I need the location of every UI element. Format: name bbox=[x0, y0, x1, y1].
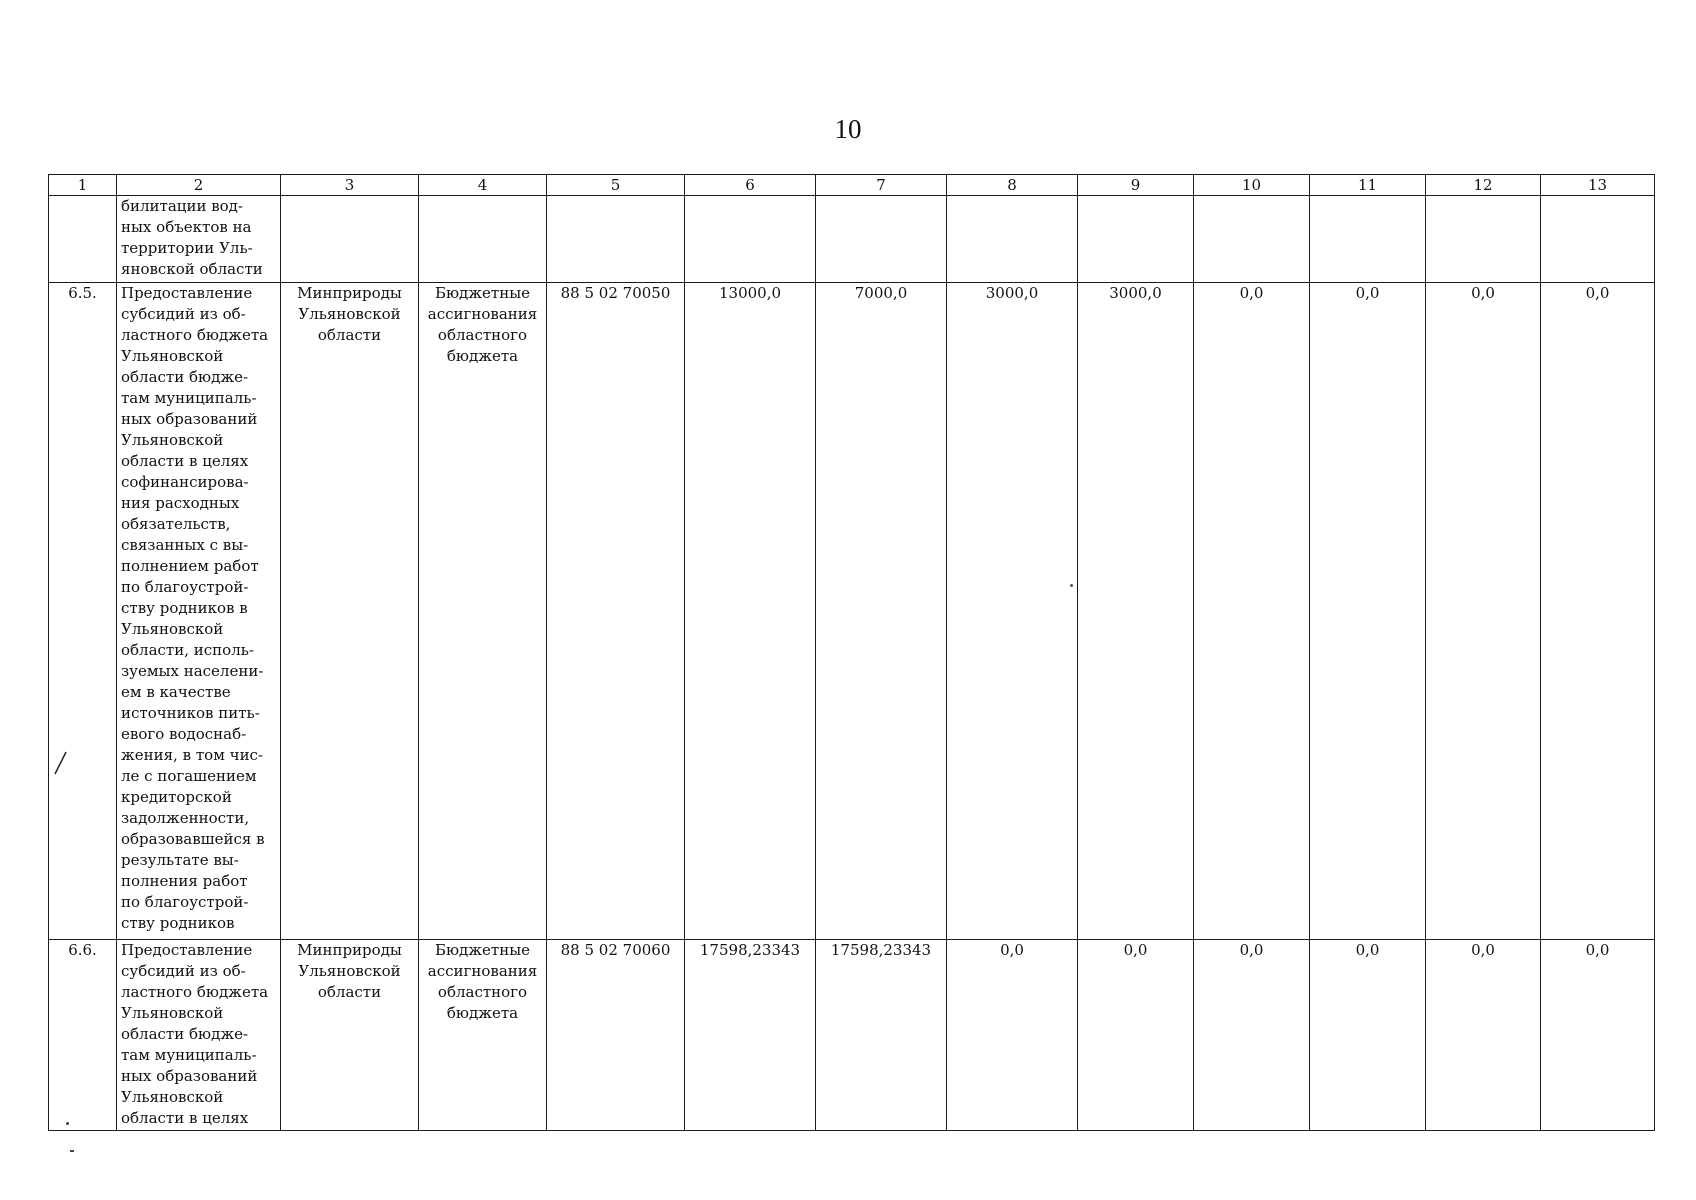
text-line: ассигнования bbox=[427, 305, 538, 323]
scan-dot bbox=[66, 1122, 69, 1125]
amount-cell: 0,0 bbox=[1310, 283, 1426, 940]
text-line: результате вы- bbox=[121, 851, 239, 869]
text-line: ных образований bbox=[121, 410, 258, 428]
description-cell bbox=[117, 940, 281, 1131]
page-number: 10 bbox=[834, 114, 862, 144]
empty-cell bbox=[419, 196, 547, 283]
text-line: области в целях bbox=[121, 452, 249, 470]
funding-source-cell bbox=[419, 940, 547, 1131]
column-header: 9 bbox=[1078, 175, 1194, 196]
table-row bbox=[49, 940, 1655, 1131]
empty-cell bbox=[1194, 196, 1310, 283]
amount-cell: 0,0 bbox=[1078, 940, 1194, 1131]
text-line: областного bbox=[437, 326, 528, 344]
funding-source-text bbox=[423, 283, 542, 367]
text-line: ластного бюджета bbox=[121, 326, 269, 344]
amount-cell: 0,0 bbox=[1426, 283, 1541, 940]
description-text bbox=[121, 196, 276, 280]
text-line: Ульяновской bbox=[121, 347, 224, 365]
text-line: кредиторской bbox=[121, 788, 232, 806]
continuation-row bbox=[49, 196, 1655, 283]
empty-cell bbox=[816, 196, 947, 283]
executor-cell bbox=[281, 283, 419, 940]
text-line: там муниципаль- bbox=[121, 1046, 257, 1064]
text-line: полнением работ bbox=[121, 557, 259, 575]
description-cell bbox=[117, 196, 281, 283]
text-line: области bbox=[317, 326, 382, 344]
text-line: области бюдже- bbox=[121, 368, 249, 386]
amount-cell: 0,0 bbox=[1194, 283, 1310, 940]
text-line: ле с погашением bbox=[121, 767, 257, 785]
column-header: 12 bbox=[1426, 175, 1541, 196]
text-line: области в целях bbox=[121, 1109, 249, 1127]
executor-cell bbox=[281, 940, 419, 1131]
empty-cell bbox=[685, 196, 816, 283]
column-header: 4 bbox=[419, 175, 547, 196]
text-line: связанных с вы- bbox=[121, 536, 249, 554]
description-cell bbox=[117, 283, 281, 940]
scan-dot bbox=[1070, 584, 1073, 587]
amount-cell: 0,0 bbox=[1426, 940, 1541, 1131]
empty-cell bbox=[947, 196, 1078, 283]
column-header: 2 bbox=[117, 175, 281, 196]
empty-cell bbox=[281, 196, 419, 283]
amount-cell: 13000,0 bbox=[685, 283, 816, 940]
text-line: ных образований bbox=[121, 1067, 258, 1085]
text-line: софинансирова- bbox=[121, 473, 249, 491]
amount-cell: 0,0 bbox=[1541, 940, 1655, 1131]
text-line: образовавшейся в bbox=[121, 830, 265, 848]
text-line: по благоустрой- bbox=[121, 893, 249, 911]
column-header: 13 bbox=[1541, 175, 1655, 196]
amount-cell: 3000,0 bbox=[1078, 283, 1194, 940]
budget-table bbox=[48, 174, 1655, 1131]
text-line: ем в качестве bbox=[121, 683, 231, 701]
empty-cell bbox=[1078, 196, 1194, 283]
column-header: 5 bbox=[547, 175, 685, 196]
empty-cell bbox=[547, 196, 685, 283]
amount-cell: 0,0 bbox=[1194, 940, 1310, 1131]
text-line: бюджета bbox=[446, 1004, 519, 1022]
text-line: субсидий из об- bbox=[121, 962, 246, 980]
text-line: Ульяновской bbox=[121, 1088, 224, 1106]
text-line: Предоставление bbox=[121, 941, 253, 959]
column-header: 10 bbox=[1194, 175, 1310, 196]
column-header: 1 bbox=[49, 175, 117, 196]
text-line: Предоставление bbox=[121, 284, 253, 302]
text-line: Минприроды bbox=[297, 941, 402, 959]
column-header: 11 bbox=[1310, 175, 1426, 196]
text-line: полнения работ bbox=[121, 872, 248, 890]
column-header: 8 bbox=[947, 175, 1078, 196]
amount-cell: 3000,0 bbox=[947, 283, 1078, 940]
text-line: области, исполь- bbox=[121, 641, 254, 659]
text-line: Бюджетные bbox=[434, 284, 531, 302]
text-line: ных объектов на bbox=[121, 218, 252, 236]
row-number-cell: 6.6. bbox=[49, 940, 117, 1131]
text-line: евого водоснаб- bbox=[121, 725, 247, 743]
text-line: Ульяновской bbox=[121, 1004, 224, 1022]
text-line: ству родников bbox=[121, 914, 235, 932]
budget-code-cell: 88 5 02 70050 bbox=[547, 283, 685, 940]
text-line: ассигнования bbox=[427, 962, 538, 980]
text-line: Бюджетные bbox=[434, 941, 531, 959]
text-line: ластного бюджета bbox=[121, 983, 269, 1001]
text-line: яновской области bbox=[121, 260, 263, 278]
text-line: Ульяновской bbox=[298, 962, 401, 980]
funding-source-cell bbox=[419, 283, 547, 940]
pen-mark bbox=[50, 748, 70, 778]
row-number-cell: 6.5. bbox=[49, 283, 117, 940]
text-line: там муниципаль- bbox=[121, 389, 257, 407]
description-text bbox=[121, 940, 276, 1129]
text-line: источников пить- bbox=[121, 704, 260, 722]
amount-cell: 17598,23343 bbox=[685, 940, 816, 1131]
funding-source-text bbox=[423, 940, 542, 1024]
text-line: ния расходных bbox=[121, 494, 240, 512]
text-line: обязательств, bbox=[121, 515, 231, 533]
text-line: Ульяновской bbox=[121, 431, 224, 449]
amount-cell: 0,0 bbox=[947, 940, 1078, 1131]
text-line: задолженности, bbox=[121, 809, 250, 827]
column-number-row bbox=[49, 175, 1655, 196]
column-header: 6 bbox=[685, 175, 816, 196]
description-text bbox=[121, 283, 276, 934]
table-row bbox=[49, 283, 1655, 940]
amount-cell: 0,0 bbox=[1541, 283, 1655, 940]
text-line: билитации вод- bbox=[121, 197, 243, 215]
text-line: области бюдже- bbox=[121, 1025, 249, 1043]
empty-cell bbox=[1310, 196, 1426, 283]
text-line: Ульяновской bbox=[121, 620, 224, 638]
empty-cell bbox=[1541, 196, 1655, 283]
text-line: территории Уль- bbox=[121, 239, 253, 257]
text-line: области bbox=[317, 983, 382, 1001]
text-line: зуемых населени- bbox=[121, 662, 264, 680]
executor-text bbox=[285, 940, 414, 1003]
executor-text bbox=[285, 283, 414, 346]
text-line: Минприроды bbox=[297, 284, 402, 302]
column-header: 7 bbox=[816, 175, 947, 196]
text-line: бюджета bbox=[446, 347, 519, 365]
text-line: областного bbox=[437, 983, 528, 1001]
column-header: 3 bbox=[281, 175, 419, 196]
amount-cell: 0,0 bbox=[1310, 940, 1426, 1131]
budget-code-cell: 88 5 02 70060 bbox=[547, 940, 685, 1131]
empty-cell bbox=[1426, 196, 1541, 283]
text-line: жения, в том чис- bbox=[121, 746, 264, 764]
scan-dot bbox=[70, 1150, 74, 1152]
text-line: ству родников в bbox=[121, 599, 248, 617]
text-line: Ульяновской bbox=[298, 305, 401, 323]
amount-cell: 17598,23343 bbox=[816, 940, 947, 1131]
row-number-cell bbox=[49, 196, 117, 283]
amount-cell: 7000,0 bbox=[816, 283, 947, 940]
text-line: субсидий из об- bbox=[121, 305, 246, 323]
text-line: по благоустрой- bbox=[121, 578, 249, 596]
